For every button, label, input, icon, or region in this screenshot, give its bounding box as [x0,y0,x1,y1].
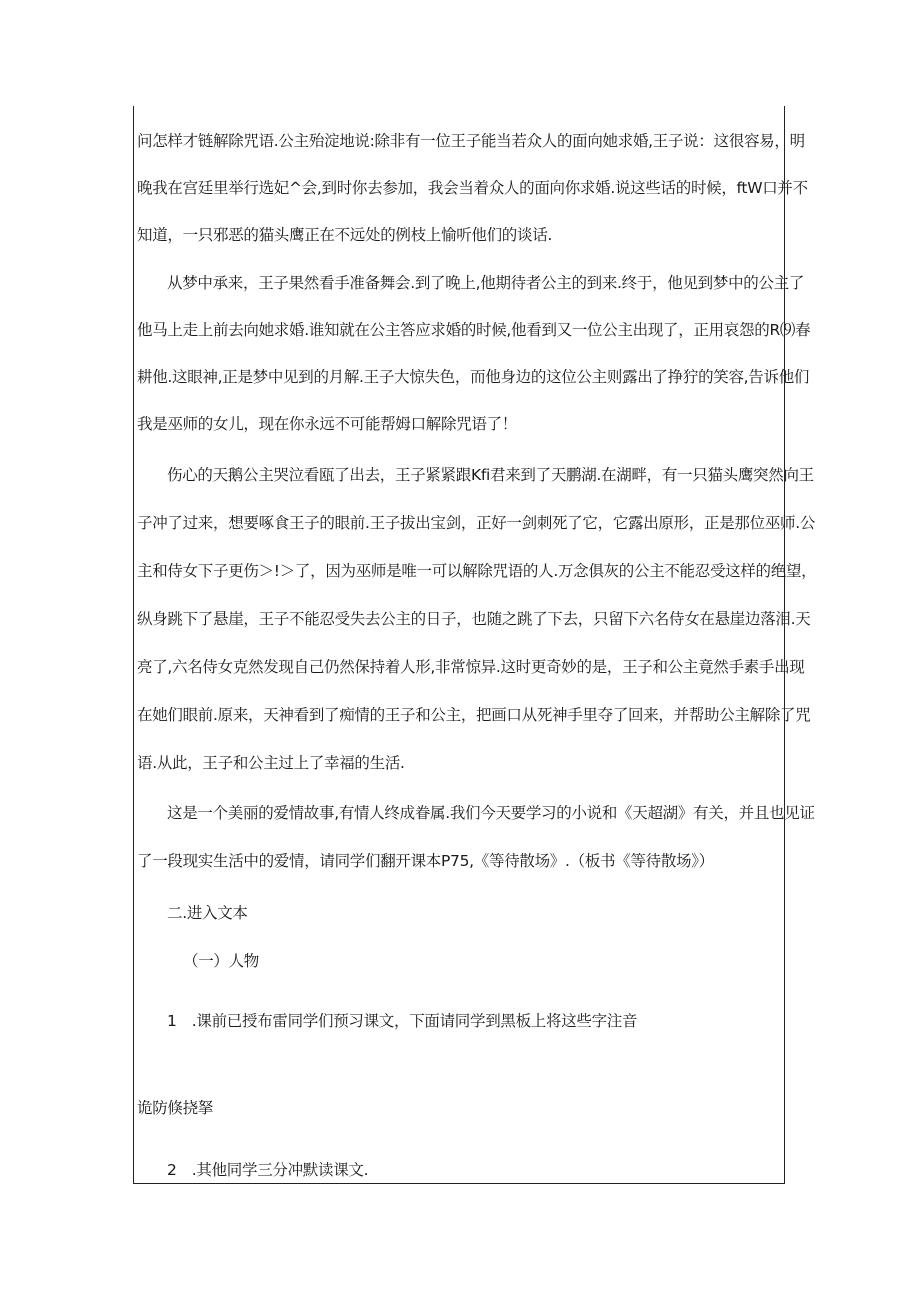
section-heading: 二.进入文本 [167,904,248,922]
list-item: 1 .课前已授布雷同学们预习课文，下面请同学到黑板上将这些字注音 [167,1012,638,1030]
text-line: 语.从此，王子和公主过上了幸福的生活. [137,754,405,772]
list-item: 2 .其他同学三分冲默读课文. [167,1161,369,1179]
text-line: 在她们眼前.原来，天神看到了痴情的王子和公主，把画口从死神手里夺了回来，并帮助公主解除了咒 [137,706,811,724]
text-line: 子冲了过来，想要啄食王子的眼前.王子拔出宝剑，正好一剑刺死了它，它露出原形，正是那位巫师.公 [137,514,816,532]
text-line: 晚我在宫廷里举行选妃^会,到时你去参加，我会当着众人的面向你求婚.说这些话的时候，ftW口并不 [137,179,808,197]
text-line: 纵身跳下了悬崖，王子不能忍受失去公主的日子，也随之跳了下去，只留下六名侍女在悬崖边落泪.天 [137,610,811,628]
text-line: 从梦中承来，王子果然看手准备舞会.到了晚上,他期待者公主的到来.终于，他见到梦中的公主了 [167,274,805,292]
text-line: 他马上走上前去向她求婚.谁知就在公主答应求婚的时候,他看到又一位公主出现了，正用哀怨的R⑼春 [137,321,811,339]
text-line: 我是巫师的女儿，现在你永远不可能帮姆口解除咒语了！ [137,415,518,433]
text-line: 知道，一只邪恶的猫头鹰正在不远处的例枝上愉听他们的谈话. [137,226,553,244]
text-line: 亮了,六名侍女克然发现自己仍然保持着人形,非常惊异.这时更奇妙的是，王子和公主竟然手素手出现 [137,658,805,676]
subsection-heading: （一）人物 [183,952,260,970]
text-line: 耕他.这眼神,正是梦中见到的月解.王子大惊失色，而他身边的这位公主则露出了挣狞的笑容,告诉他们 [137,368,810,386]
text-line: 这是一个美丽的爱情故事,有情人终成眷属.我们今天要学习的小说和《天超湖》有关，并且也见证 [167,804,815,822]
text-line: 伤心的天鹅公主哭泣看瓯了出去，王子紧紧跟Kfi君来到了天鹏湖.在湖畔，有一只猫头鹰突然向王 [167,466,814,484]
text-line: 问怎样才链解除咒语.公主殆淀地说:除非有一位王子能当若众人的面向她求婚,王子说：这很容易，明 [137,132,805,150]
text-line: 了一段现实生活中的爱情，请同学们翻开课本P75,《等待散场》.（板书《等待散场》） [137,852,714,870]
text-line: 主和侍女下子更伤＞!＞了，因为巫师是唯一可以解除咒语的人.万念俱灰的公主不能忍受这样的绝望， [137,562,817,580]
text-line: 诡防倏挠拏 [137,1099,214,1117]
